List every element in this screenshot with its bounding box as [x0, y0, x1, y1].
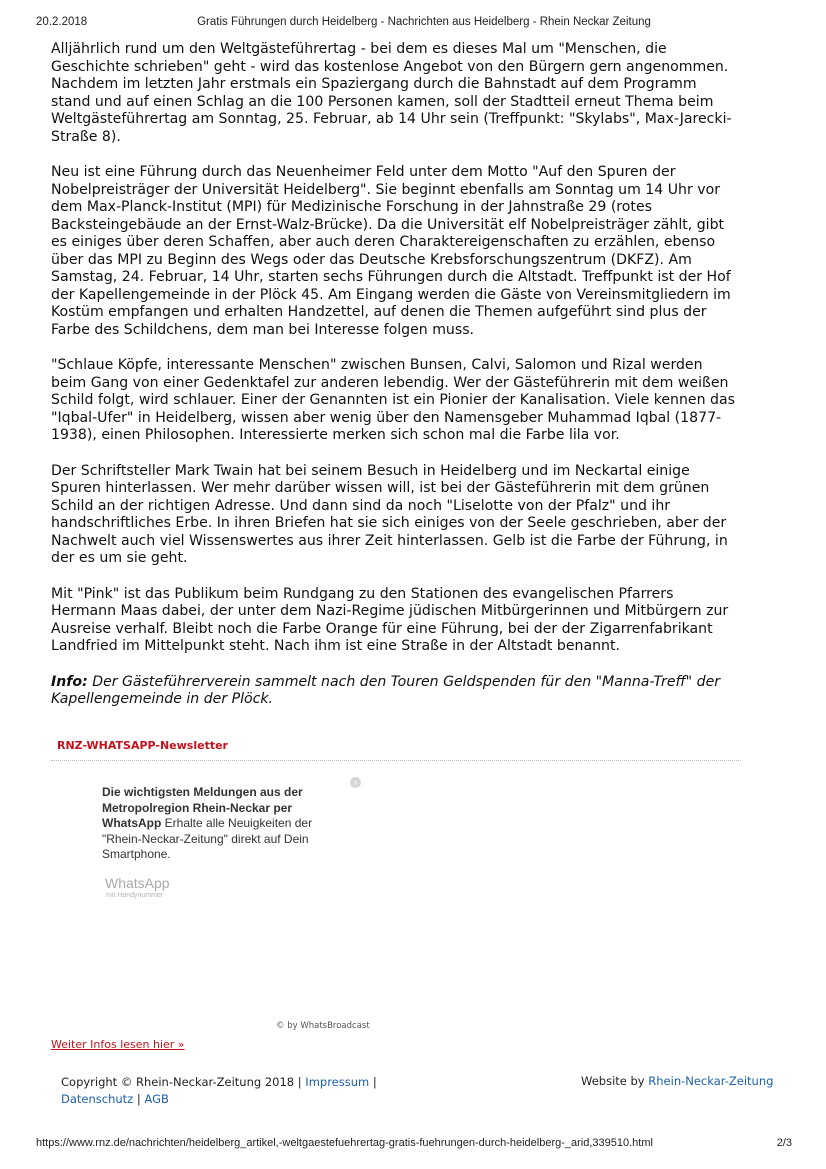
print-page-title: Gratis Führungen durch Heidelberg - Nachrichten aus Heidelberg - Rhein Neckar Zeitung	[197, 16, 651, 28]
agb-link[interactable]: AGB	[144, 1092, 169, 1106]
article-paragraph: Neu ist eine Führung durch das Neuenheimer Feld unter dem Motto "Auf den Spuren der Nobelpreisträger der Universität Heidelberg". Sie beginnt ebenfalls am Sonntag um 14 Uhr vor dem Max-Planck-Institut (MPI) für Medizinische Forschung in der Jahnstraße 29 (rotes Backsteingebäude an der Ernst-Walz-Brücke). Da die Universität elf Nobelpreisträger zählt, gibt es einiges über deren Schaffen, aber auch deren Charaktereigenschaften zu erzählen, ebenso über das MPI zu Beginn des Wegs oder das Deutsche Krebsforschungszentrum (DKFZ). Am Samstag, 24. Februar, 14 Uhr, starten sechs Führungen durch die Altstadt. Treffpunkt ist der Hof der Kapellengemeinde in der Plöck 45. Am Eingang werden die Gäste von Vereinsmitgliedern im Kostüm empfangen und erhalten Handzettel, auf denen die Themen aufgeführt sind plus der Farbe des Schildchens, dem man bei Interesse folgen muss.	[51, 164, 731, 338]
datenschutz-link[interactable]: Datenschutz	[61, 1092, 134, 1106]
article-paragraph: Alljährlich rund um den Weltgästeführertag - bei dem es dieses Mal um "Menschen, die Geschichte schrieben" geht - wird das kostenlose Angebot von den Bürgern gern angenommen. Nachdem im letzten Jahr erstmals ein Spaziergang durch die Bahnstadt auf dem Programm stand und auf einen Schlag an die 100 Personen kamen, soll der Stadtteil erneut Thema beim Weltgästeführertag am Sonntag, 25. Februar, ab 14 Uhr sein (Treffpunkt: "Skylabs", Max-Jarecki-Straße 8).	[51, 41, 732, 145]
newsletter-headline: Die wichtigsten Meldungen aus der Metropolregion Rhein-Neckar per WhatsApp	[102, 785, 303, 830]
article-info-note	[51, 674, 736, 709]
footer-separator: |	[369, 1075, 377, 1089]
widget-credit: © by WhatsBroadcast	[276, 1021, 370, 1031]
footer-legal	[61, 1074, 391, 1108]
whatsapp-button-label[interactable]: WhatsApp	[105, 875, 170, 891]
impressum-link[interactable]: Impressum	[305, 1075, 370, 1089]
info-text: Der Gästeführerverein sammelt nach den Touren Geldspenden für den "Manna-Treff" der Kapellengemeinde in der Plöck.	[51, 673, 721, 707]
print-date: 20.2.2018	[36, 16, 88, 28]
website-by-text: Website by	[581, 1074, 649, 1088]
footer-separator: |	[133, 1092, 145, 1106]
whatsapp-button-sublabel: mit Handynummer	[106, 892, 164, 899]
article-paragraph: Der Schriftsteller Mark Twain hat bei seinem Besuch in Heidelberg und im Neckartal einige Spuren hinterlassen. Wer mehr darüber wissen will, ist bei der Gästeführerin mit dem grünen Schild an der richtigen Adresse. Und dann sind da noch "Liselotte von der Pfalz" und ihr handschriftliches Erbe. In ihren Briefen hat sie sich einiges von der Seele geschrieben, aber der Nachwelt auch viel Wissenswertes aus ihrer Zeit hinterlassen. Gelb ist die Farbe der Führung, in der es um sie geht.	[51, 462, 728, 566]
footer-credit	[581, 1074, 773, 1088]
more-info-link[interactable]: Weiter Infos lesen hier »	[51, 1038, 185, 1051]
newsletter-heading: RNZ-WHATSAPP-Newsletter	[57, 739, 228, 752]
info-label: Info:	[51, 673, 88, 690]
article-paragraph: "Schlaue Köpfe, interessante Menschen" zwischen Bunsen, Calvi, Salomon und Rizal werden beim Gang von einer Gedenktafel zur anderen lebendig. Wer der Gästeführerin mit dem weißen Schild folgt, wird schlauer. Einer der Genannten ist ein Pionier der Kanalisation. Viele kennen das "Iqbal-Ufer" in Heidelberg, wissen aber wenig über den Namensgeber Muhammad Iqbal (1877-1938), einen Philosophen. Interessierte merken sich schon mal die Farbe lila vor.	[51, 357, 735, 443]
article-body	[51, 41, 736, 727]
print-footer	[36, 1137, 792, 1153]
footer-separator: |	[294, 1075, 306, 1089]
page-number: 2/3	[776, 1137, 792, 1149]
section-divider	[51, 760, 741, 761]
website-by-link[interactable]: Rhein-Neckar-Zeitung	[648, 1074, 774, 1088]
newsletter-body: Erhalte alle Neuigkeiten der "Rhein-Neckar-Zeitung" direkt auf Dein Smartphone.	[102, 816, 313, 861]
newsletter-description	[102, 785, 334, 863]
print-url: https://www.rnz.de/nachrichten/heidelberg_artikel,-weltgaestefuehrertag-gratis-fuehrungen-durch-heidelberg-_arid,339510.html	[36, 1137, 653, 1149]
print-header	[36, 16, 792, 32]
copyright-text: Copyright © Rhein-Neckar-Zeitung 2018	[61, 1075, 295, 1089]
article-paragraph: Mit "Pink" ist das Publikum beim Rundgang zu den Stationen des evangelischen Pfarrers Hermann Maas dabei, der unter dem Nazi-Regime jüdischen Mitbürgerinnen und Mitbürgern zur Ausreise verhalf. Bleibt noch die Farbe Orange für eine Führung, bei der der Zigarrenfabrikant Landfried im Mittelpunkt steht. Nach ihm ist eine Straße in der Altstadt benannt.	[51, 585, 729, 654]
info-icon[interactable]: ›	[350, 777, 361, 788]
